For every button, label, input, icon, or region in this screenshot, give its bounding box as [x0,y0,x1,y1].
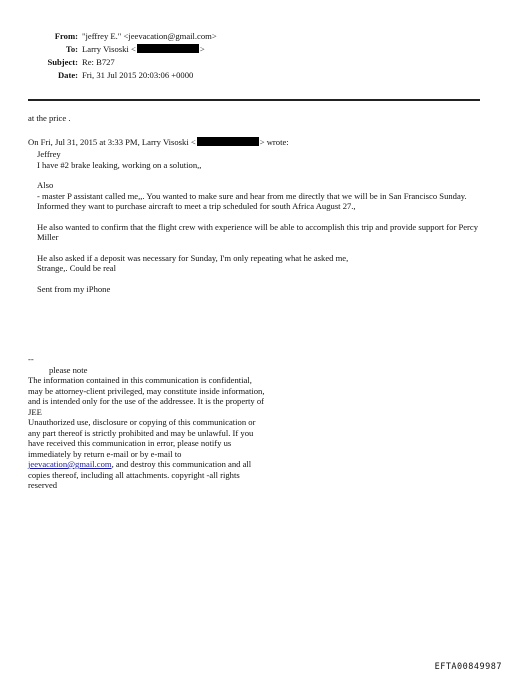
signature-note: please note [49,364,88,375]
to-row [22,43,217,56]
quote-paragraph: Also - master P assistant called me,,. You wanted to make sure and hear from me directly that we will be in San Francisco Sunday. Informed they want to purchase aircraft to meet a trip scheduled for south Africa August 27., [37,180,467,211]
reply-line: at the price . [28,113,71,123]
subject-label: Subject: [47,57,78,67]
confidentiality-notice [28,375,268,491]
quoted-message [37,149,485,294]
subject-value: Re: B727 [82,57,115,67]
quote-paragraph: He also wanted to confirm that the flight crew with experience will be able to accomplish this trip and provide support for Percy Miller [37,221,481,242]
subject-row [22,56,217,69]
email-header [22,30,217,82]
date-row [22,69,217,82]
bates-number: EFTA00849987 [434,662,502,672]
from-label: From: [54,31,78,41]
header-divider [28,99,480,101]
signature-separator: -- [28,354,34,364]
to-label: To: [65,44,78,54]
quote-paragraph: Sent from my iPhone [37,283,111,294]
redaction-box [197,137,259,146]
quote-paragraph: Jeffrey I have #2 brake leaking, working on a solution,, [37,149,202,170]
date-label: Date: [57,70,78,80]
notice-text: The information contained in this communication is confidential, may be attorney-client privileged, may constitute inside information, and is intended only for the use of the addressee. It is the property of JEE Unauthorized use, disclosure or copying of this communication or any part thereof is strictly prohibited and may be unlawful. If you have received this communication in error, please notify us immediately by return e-mail or by e-mail to [28,375,265,459]
email-body [28,113,488,294]
to-value [82,43,205,56]
email-link[interactable]: jeevacation@gmail.com [28,459,112,469]
quote-intro-suffix: > wrote: [259,136,289,147]
to-value-prefix: Larry Visoski < [82,44,136,54]
from-value: "jeffrey E." <jeevacation@gmail.com> [82,31,217,41]
quote-intro-prefix: On Fri, Jul 31, 2015 at 3:33 PM, Larry Visoski < [28,136,196,147]
notice-text-after: , and destroy this communication and all copies thereof, including all attachments. copyright -all rights reserved [28,459,254,490]
from-row [22,30,217,43]
date-value: Fri, 31 Jul 2015 20:03:06 +0000 [82,70,194,80]
quote-paragraph: He also asked if a deposit was necessary for Sunday, I'm only repeating what he asked me, Strange,. Could be real [37,252,349,273]
redaction-box [137,44,199,53]
to-value-suffix: > [199,44,205,54]
email-signature [28,354,268,491]
quote-intro [28,137,488,148]
